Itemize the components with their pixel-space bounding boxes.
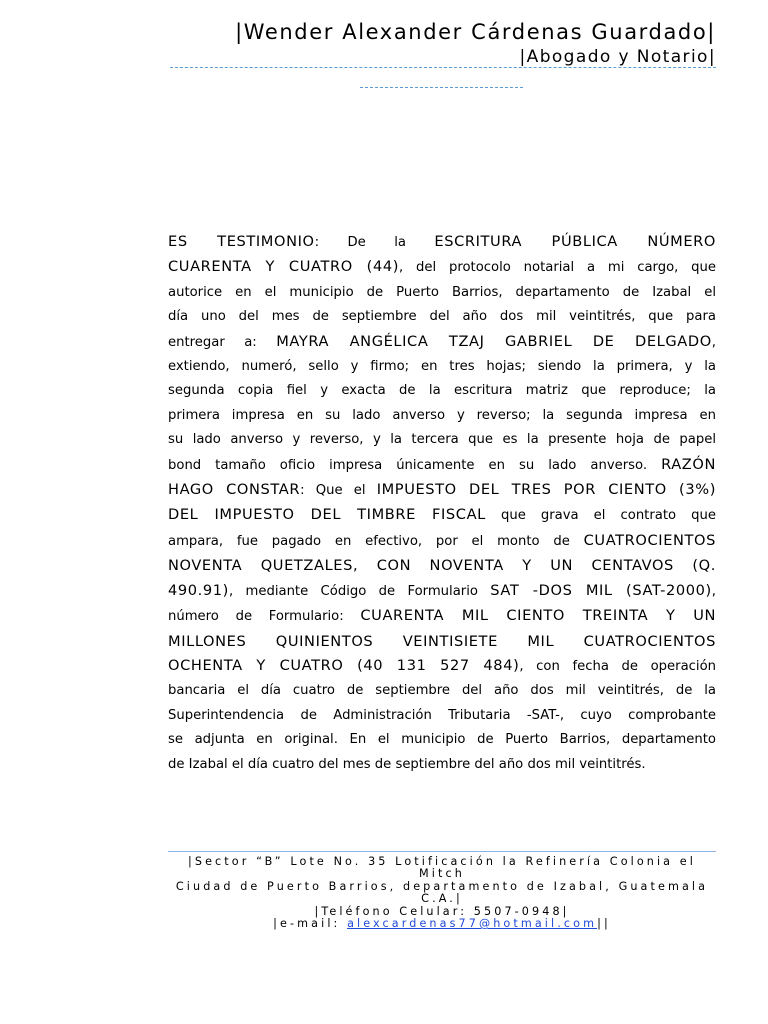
text-line: Superintendencia de Administración Tributaria -SAT-, cuyo comprobante [168, 707, 716, 723]
text-line: autorice en el municipio de Puerto Barrios, departamento de Izabal el [168, 284, 716, 300]
email-link[interactable]: alexcardenas77@hotmail.com [347, 917, 598, 931]
text-line: MILLONES QUINIENTOS VEINTISIETE MIL CUATROCIENTOS [168, 632, 716, 650]
text-line: su lado anverso y reverso, y la tercera que es la presente hoja de papel [168, 432, 716, 448]
testimony-text [168, 230, 716, 777]
text-line: número de Formulario: CUARENTA MIL CIENTO TREINTA Y UN [168, 607, 717, 625]
footer-email-line: |e-mail: alexcardenas77@hotmail.com|| [273, 917, 611, 931]
text-line: bancaria el día cuatro de septiembre del año dos mil veintitrés, de la [168, 683, 716, 699]
text-line: entregar a: MAYRA ANGÉLICA TZAJ GABRIEL DE DELGADO, [168, 332, 716, 350]
text-line: DEL IMPUESTO DEL TIMBRE FISCAL que grava el contrato que [168, 506, 716, 524]
text-line: bond tamaño oficio impresa únicamente en su lado anverso. RAZÓN [168, 455, 716, 473]
text-line: segunda copia fiel y exacta de la escritura matriz que reproduce; la [168, 383, 716, 399]
header-divider-short [360, 87, 523, 88]
letterhead [170, 18, 716, 68]
footer [168, 856, 716, 930]
lawyer-title: |Abogado y Notario| [519, 47, 716, 67]
text-line: extiendo, numeró, sello y firmo; en tres hojas; siendo la primera, y la [168, 359, 716, 375]
lawyer-name: |Wender Alexander Cárdenas Guardado| [235, 20, 716, 44]
text-line: ES TESTIMONIO: De la ESCRITURA PÚBLICA NÚMERO [168, 233, 716, 250]
text-line: de Izabal el día cuatro del mes de septiembre del año dos mil veintitrés. [168, 756, 646, 772]
text-line: NOVENTA QUETZALES, CON NOVENTA Y UN CENTAVOS (Q. [168, 557, 716, 575]
text-line: día uno del mes de septiembre del año dos mil veintitrés, que para [168, 309, 716, 325]
text-line: 490.91), mediante Código de Formulario SAT -DOS MIL (SAT-2000), [168, 581, 716, 599]
footer-address-line: |Sector “B” Lote No. 35 Lotificación la Refinería Colonia el Mitch [188, 855, 696, 881]
footer-divider [168, 851, 716, 852]
text-line: OCHENTA Y CUATRO (40 131 527 484), con fecha de operación [168, 656, 716, 674]
text-line: primera impresa en su lado anverso y reverso; la segunda impresa en [168, 407, 716, 423]
text-line: se adjunta en original. En el municipio de Puerto Barrios, departamento [168, 732, 716, 748]
footer-address-line: Ciudad de Puerto Barrios, departamento de Izabal, Guatemala C.A.| [175, 879, 709, 906]
text-line: CUARENTA Y CUATRO (44), del protocolo notarial a mi cargo, que [168, 258, 716, 276]
text-line: ampara, fue pagado en efectivo, por el monto de CUATROCIENTOS [168, 531, 716, 549]
footer-phone: |Teléfono Celular: 5507-0948| [314, 904, 570, 918]
text-line: HAGO CONSTAR: Que el IMPUESTO DEL TRES POR CIENTO (3%) [168, 481, 717, 499]
header-divider [170, 67, 716, 68]
